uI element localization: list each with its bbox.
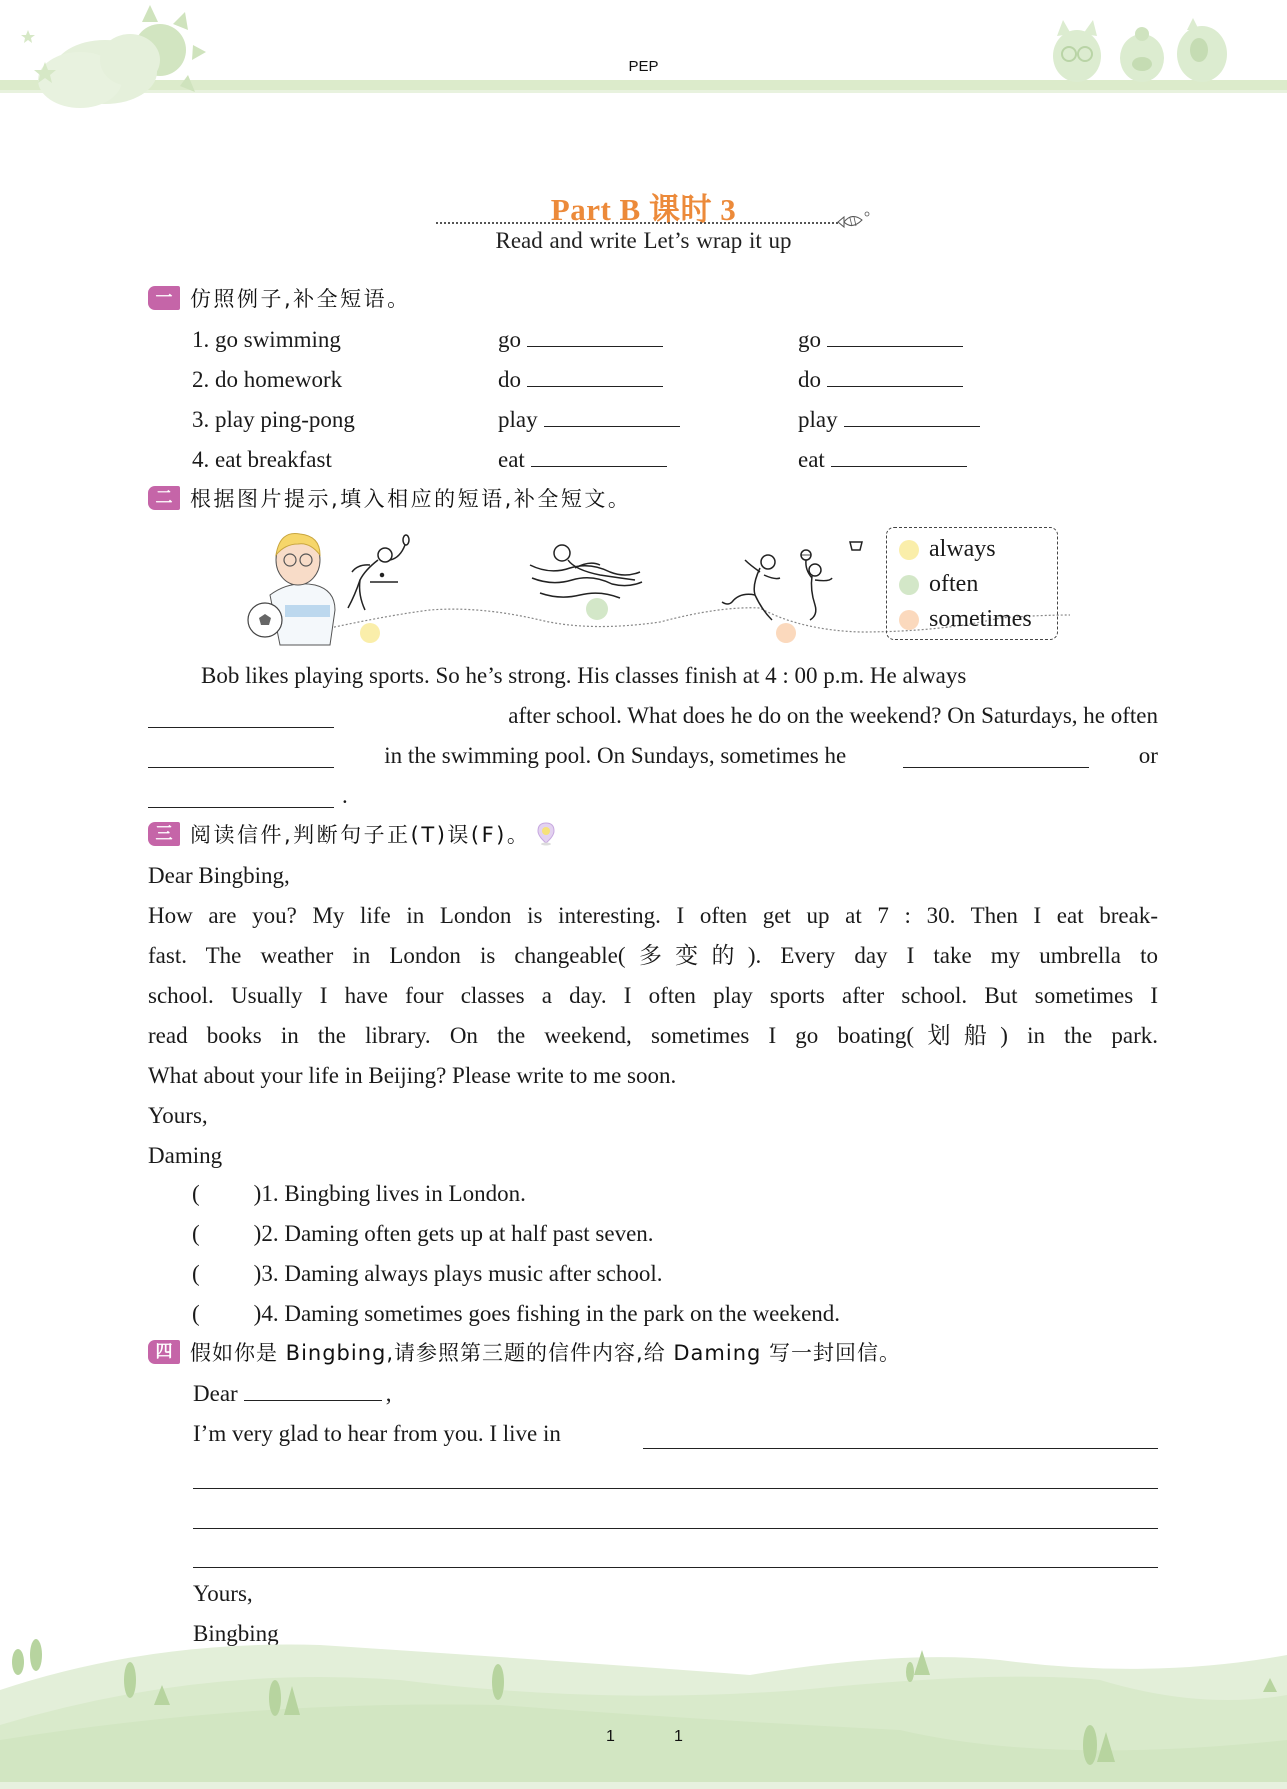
letter (148, 856, 1158, 1176)
answer-paren-open[interactable]: ( (192, 1261, 200, 1286)
passage-line (148, 776, 1158, 816)
writing-line[interactable] (193, 1567, 1158, 1568)
frequency-legend (886, 527, 1058, 640)
letter-greeting (148, 856, 1158, 896)
ping-pong-player-icon (348, 535, 409, 610)
legend-item-always (899, 532, 1057, 567)
question-text: 4. Daming sometimes goes fishing in the park on the weekend. (261, 1301, 841, 1326)
tf-question (192, 1254, 662, 1294)
verb-label: play (798, 407, 838, 432)
green-dot-icon (899, 575, 919, 595)
section-badge: 三 (148, 822, 180, 846)
question-text: 3. Daming always plays music after school. (261, 1261, 663, 1286)
passage-line (148, 656, 1158, 696)
answer-blank[interactable] (148, 784, 334, 808)
passage-text: in the swimming pool. On Sundays, sometimes he (384, 743, 847, 768)
section-2-header (148, 482, 631, 514)
header-label: PEP (628, 58, 659, 75)
phrase-row (192, 320, 1092, 360)
legend-label: sometimes (929, 606, 1032, 632)
letter-text: fast. The weather in London is changeable(多变的). Every day I take my umbrella to (148, 943, 1158, 968)
section-4-header (148, 1336, 901, 1368)
tf-question (192, 1174, 526, 1214)
greeting-text: Dear Bingbing, (148, 863, 290, 888)
answer-blank[interactable] (148, 744, 334, 768)
location-pin-icon (536, 822, 556, 846)
writing-line[interactable] (193, 1528, 1158, 1529)
question-text: 2. Daming often gets up at half past seven. (261, 1221, 654, 1246)
signature-text: Daming (148, 1143, 223, 1168)
letter-line (148, 896, 1158, 936)
answer-blank[interactable] (527, 323, 663, 347)
section-title: 根据图片提示,填入相应的短语,补全短文。 (190, 487, 632, 511)
answer-paren-close: ) (253, 1221, 262, 1246)
example-phrase: 1. go swimming (192, 327, 341, 352)
letter-line (148, 976, 1158, 1016)
section-title: 假如你是 Bingbing,请参照第三题的信件内容,给 Daming 写一封回信。 (190, 1341, 902, 1365)
page-title: Part B 课时 3 (550, 192, 737, 227)
letter-text: school. Usually I have four classes a day. I often play sports after school. But sometimes I (148, 983, 1158, 1008)
letter-line (148, 1016, 1158, 1056)
letter-signature (148, 1136, 1158, 1176)
reply-line-1 (193, 1414, 561, 1454)
passage-text: . (342, 783, 348, 808)
hills-footer-decoration (0, 1620, 1287, 1789)
passage (148, 656, 1158, 816)
reply-greeting (193, 1374, 391, 1414)
passage-text: after school. What does he do on the weekend? On Saturdays, he often (508, 703, 1158, 728)
answer-blank[interactable] (527, 363, 663, 387)
letter-text: What about your life in Beijing? Please write to me soon. (148, 1063, 677, 1088)
verb-label: go (798, 327, 821, 352)
legend-label: often (929, 571, 979, 597)
phrase-row (192, 400, 1092, 440)
writing-line[interactable] (193, 1488, 1158, 1489)
verb-label: do (798, 367, 821, 392)
title-divider (436, 222, 838, 224)
tf-question (192, 1214, 654, 1254)
comma-text: , (385, 1381, 392, 1406)
letter-text: read books in the library. On the weekend, sometimes I go boating(划船) in the park. (148, 1023, 1158, 1048)
verb-label: eat (798, 447, 825, 472)
swimmer-icon (530, 545, 642, 598)
closing-text: Yours, (148, 1103, 208, 1128)
verb-label: play (498, 407, 538, 432)
example-phrase: 2. do homework (192, 367, 343, 392)
answer-paren-close: ) (253, 1301, 262, 1326)
answer-paren-open[interactable]: ( (192, 1221, 200, 1246)
section-title: 阅读信件,判断句子正(T)误(F)。 (190, 823, 531, 847)
section-1-header (148, 282, 411, 314)
verb-label: do (498, 367, 521, 392)
passage-text: Bob likes playing sports. So he’s strong. His classes finish at 4 : 00 p.m. He always (201, 663, 967, 688)
section-3-header (148, 818, 556, 850)
answer-blank[interactable] (544, 403, 680, 427)
page-subtitle: Read and write Let’s wrap it up (495, 228, 792, 253)
dear-text: Dear (193, 1381, 238, 1406)
answer-blank[interactable] (827, 363, 963, 387)
legend-item-often (899, 567, 1057, 602)
section-badge: 一 (148, 286, 180, 310)
writing-line[interactable] (643, 1448, 1158, 1449)
letter-text: How are you? My life in London is interesting. I often get up at 7 : 30. Then I eat break- (148, 903, 1158, 928)
answer-blank[interactable] (903, 744, 1089, 768)
legend-item-sometimes (899, 602, 1057, 637)
example-phrase: 3. play ping-pong (192, 407, 355, 432)
answer-blank[interactable] (148, 704, 334, 728)
runner-icon (722, 555, 780, 620)
orange-dot-icon (899, 610, 919, 630)
reply-signature: Bingbing (193, 1621, 279, 1646)
section-badge: 二 (148, 486, 180, 510)
letter-closing (148, 1096, 1158, 1136)
phrase-row (192, 440, 1092, 480)
answer-blank[interactable] (827, 323, 963, 347)
phrase-row (192, 360, 1092, 400)
letter-line (148, 936, 1158, 976)
section-badge: 四 (148, 1340, 180, 1364)
reply-text: I’m very glad to hear from you. I live in (193, 1421, 561, 1446)
example-phrase: 4. eat breakfast (192, 447, 332, 472)
answer-blank[interactable] (844, 403, 980, 427)
reply-closing: Yours, (193, 1581, 253, 1606)
page-number-left: 1 (606, 1728, 615, 1745)
legend-label: always (929, 536, 996, 562)
boy-icon (248, 533, 335, 645)
section-title: 仿照例子,补全短语。 (190, 287, 411, 311)
recipient-blank[interactable] (244, 1377, 382, 1401)
answer-paren-close: ) (253, 1261, 262, 1286)
page-number-right: 1 (674, 1728, 683, 1745)
passage-line (148, 736, 1158, 776)
answer-paren-open[interactable]: ( (192, 1301, 200, 1326)
answer-paren-close: ) (253, 1181, 262, 1206)
question-text: 1. Bingbing lives in London. (261, 1181, 526, 1206)
tf-question (192, 1294, 840, 1334)
answer-blank[interactable] (831, 443, 967, 467)
yellow-dot-icon (899, 540, 919, 560)
letter-line (148, 1056, 1158, 1096)
answer-blank[interactable] (531, 443, 667, 467)
passage-line (148, 696, 1158, 736)
passage-text: or (1138, 743, 1158, 768)
verb-label: eat (498, 447, 525, 472)
basketball-player-icon (801, 542, 862, 620)
answer-paren-open[interactable]: ( (192, 1181, 200, 1206)
verb-label: go (498, 327, 521, 352)
